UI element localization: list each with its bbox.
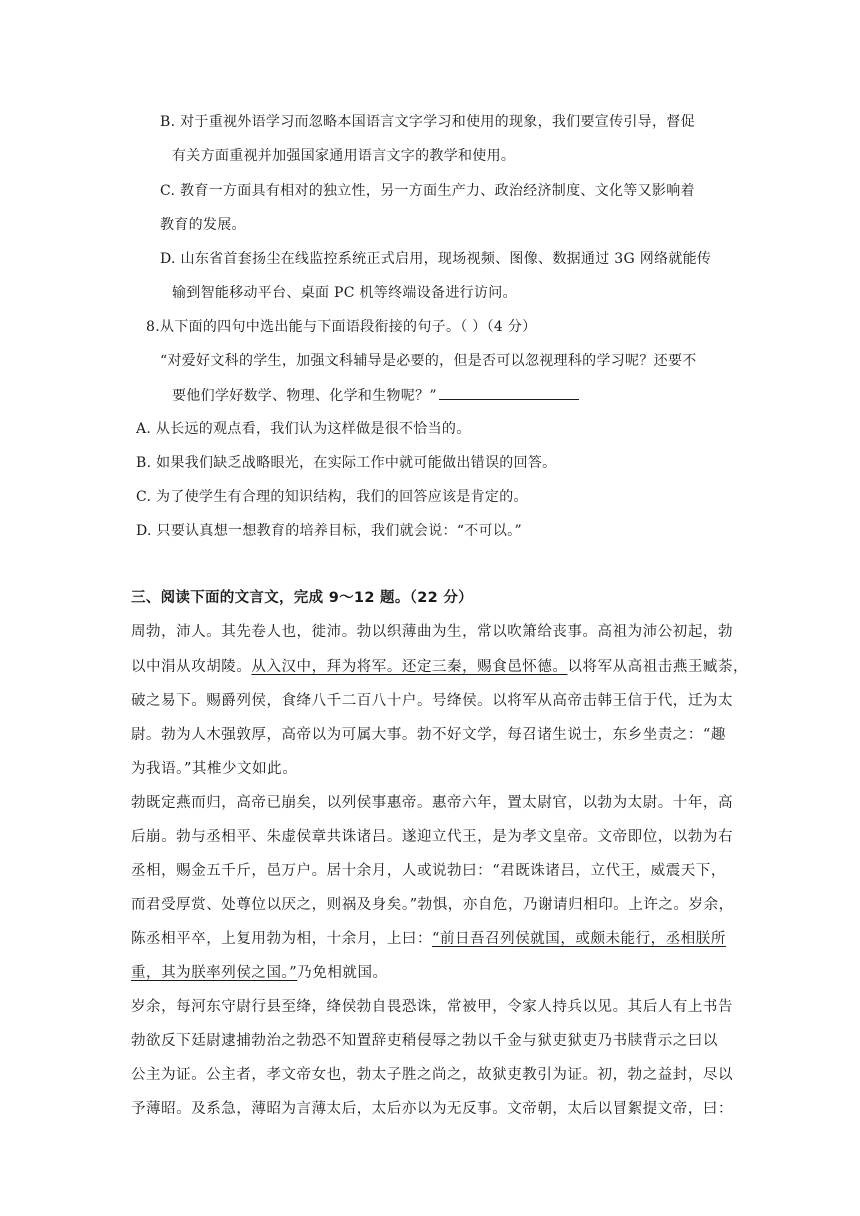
article-underlined-sentence-2a: “前日吾召列侯就国，或颇未能行，丞相朕所 bbox=[432, 931, 726, 947]
q8-option-a: A. 从长远的观点看，我们认为这样做是很不恰当的。 bbox=[136, 421, 471, 437]
q7-option-c-line2: 教育的发展。 bbox=[160, 217, 246, 233]
article-p2-line3: 丞相，赐金五千斤，邑万户。居十余月，人或说勃曰：“君既诛诸吕，立代王，威震天下， bbox=[131, 863, 726, 879]
article-underlined-sentence-2b: 重，其为朕率列侯之国。” bbox=[131, 965, 298, 981]
article-p1-line2 bbox=[131, 657, 748, 677]
q8-quote-line2-wrap bbox=[172, 385, 579, 406]
q7-option-d-line2: 输到智能移动平台、桌面 PC 机等终端设备进行访问。 bbox=[172, 285, 517, 301]
q8-option-d: D. 只要认真想一想教育的培养目标，我们就会说：“不可以。” bbox=[136, 523, 522, 539]
q7-option-c-line1: C. 教育一方面具有相对的独立性，另一方面生产力、政治经济制度、文化等又影响着 bbox=[160, 183, 695, 199]
q7-option-b-line1: B. 对于重视外语学习而忽略本国语言文字学习和使用的现象，我们要宣传引导，督促 bbox=[160, 114, 695, 130]
article-p3-line4: 予薄昭。及系急，薄昭为言薄太后，太后亦以为无反事。文帝朝，太后以冒絮提文帝，曰： bbox=[131, 1101, 733, 1117]
article-p1-line4: 尉。勃为人木强敦厚，高帝以为可属大事。勃不好文学，每召诸生说士，东乡坐责之：“趣 bbox=[131, 727, 726, 743]
article-p1-line2-a: 以中涓从攻胡陵。 bbox=[131, 659, 252, 675]
article-p2-line5 bbox=[131, 929, 726, 949]
q8-option-c: C. 为了使学生有合理的知识结构，我们的回答应该是肯定的。 bbox=[136, 489, 528, 505]
q7-option-b-line2: 有关方面重视并加强国家通用语言文字的教学和使用。 bbox=[172, 148, 516, 164]
article-p1-line2-b: 以将军从高祖击燕王臧荼， bbox=[567, 659, 749, 675]
article-p1-line1: 周勃，沛人。其先卷人也，徙沛。勃以织薄曲为生，常以吹箫给丧事。高祖为沛公初起，勃 bbox=[131, 624, 733, 640]
article-p2-line2: 后崩。勃与丞相平、朱虚侯章共诛诸吕。遂迎立代王，是为孝文皇帝。文帝即位，以勃为右 bbox=[131, 829, 733, 845]
article-p1-line5: 为我语。”其椎少文如此。 bbox=[131, 761, 298, 777]
q8-stem: 8.从下面的四句中选出能与下面语段衔接的句子。（ ）（4 分） bbox=[146, 319, 537, 335]
article-p2-line6-b: 乃免相就国。 bbox=[297, 965, 388, 981]
q8-answer-blank[interactable] bbox=[439, 385, 579, 400]
article-p3-line2: 勃欲反下廷尉逮捕勃治之勃恐不知置辞吏稍侵辱之勃以千金与狱吏狱吏乃书牍背示之曰以 bbox=[131, 1033, 718, 1049]
article-p1-line3: 破之易下。赐爵列侯，食绛八千二百八十户。号绛侯。以将军从高帝击韩王信于代，迁为太 bbox=[131, 693, 733, 709]
article-p2-line4: 而君受厚赏、处尊位以厌之，则祸及身矣。”勃惧，亦自危，乃谢请归相印。上许之。岁余， bbox=[131, 897, 734, 913]
article-p3-line1: 岁余，每河东守尉行县至绛，绛侯勃自畏恐诛，常被甲，令家人持兵以见。其后人有上书告 bbox=[131, 999, 733, 1015]
q8-option-b: B. 如果我们缺乏战略眼光，在实际工作中就可能做出错误的回答。 bbox=[136, 455, 557, 471]
article-p2-line6 bbox=[131, 963, 388, 983]
q7-option-d-line1: D. 山东省首套扬尘在线监控系统正式启用，现场视频、图像、数据通过 3G 网络就能传 bbox=[160, 251, 712, 267]
q8-quote-line1: “对爱好文科的学生，加强文科辅导是必要的，但是否可以忽视理科的学习呢？还要不 bbox=[160, 353, 697, 369]
article-underlined-sentence-1: 从入汉中，拜为将军。还定三秦，赐食邑怀德。 bbox=[251, 659, 568, 675]
article-p2-line5-a: 陈丞相平卒，上复用勃为相，十余月，上曰： bbox=[131, 931, 432, 947]
q8-quote-line2: 要他们学好数学、物理、化学和生物呢？” bbox=[172, 388, 437, 404]
article-p3-line3: 公主为证。公主者，孝文帝女也，勃太子胜之尚之，故狱吏教引为证。初，勃之益封，尽以 bbox=[131, 1067, 733, 1083]
article-p2-line1: 勃既定燕而归，高帝已崩矣，以列侯事惠帝。惠帝六年，置太尉官，以勃为太尉。十年，高 bbox=[131, 795, 733, 811]
section3-heading: 三、阅读下面的文言文，完成 9～12 题。（22 分） bbox=[131, 590, 473, 606]
